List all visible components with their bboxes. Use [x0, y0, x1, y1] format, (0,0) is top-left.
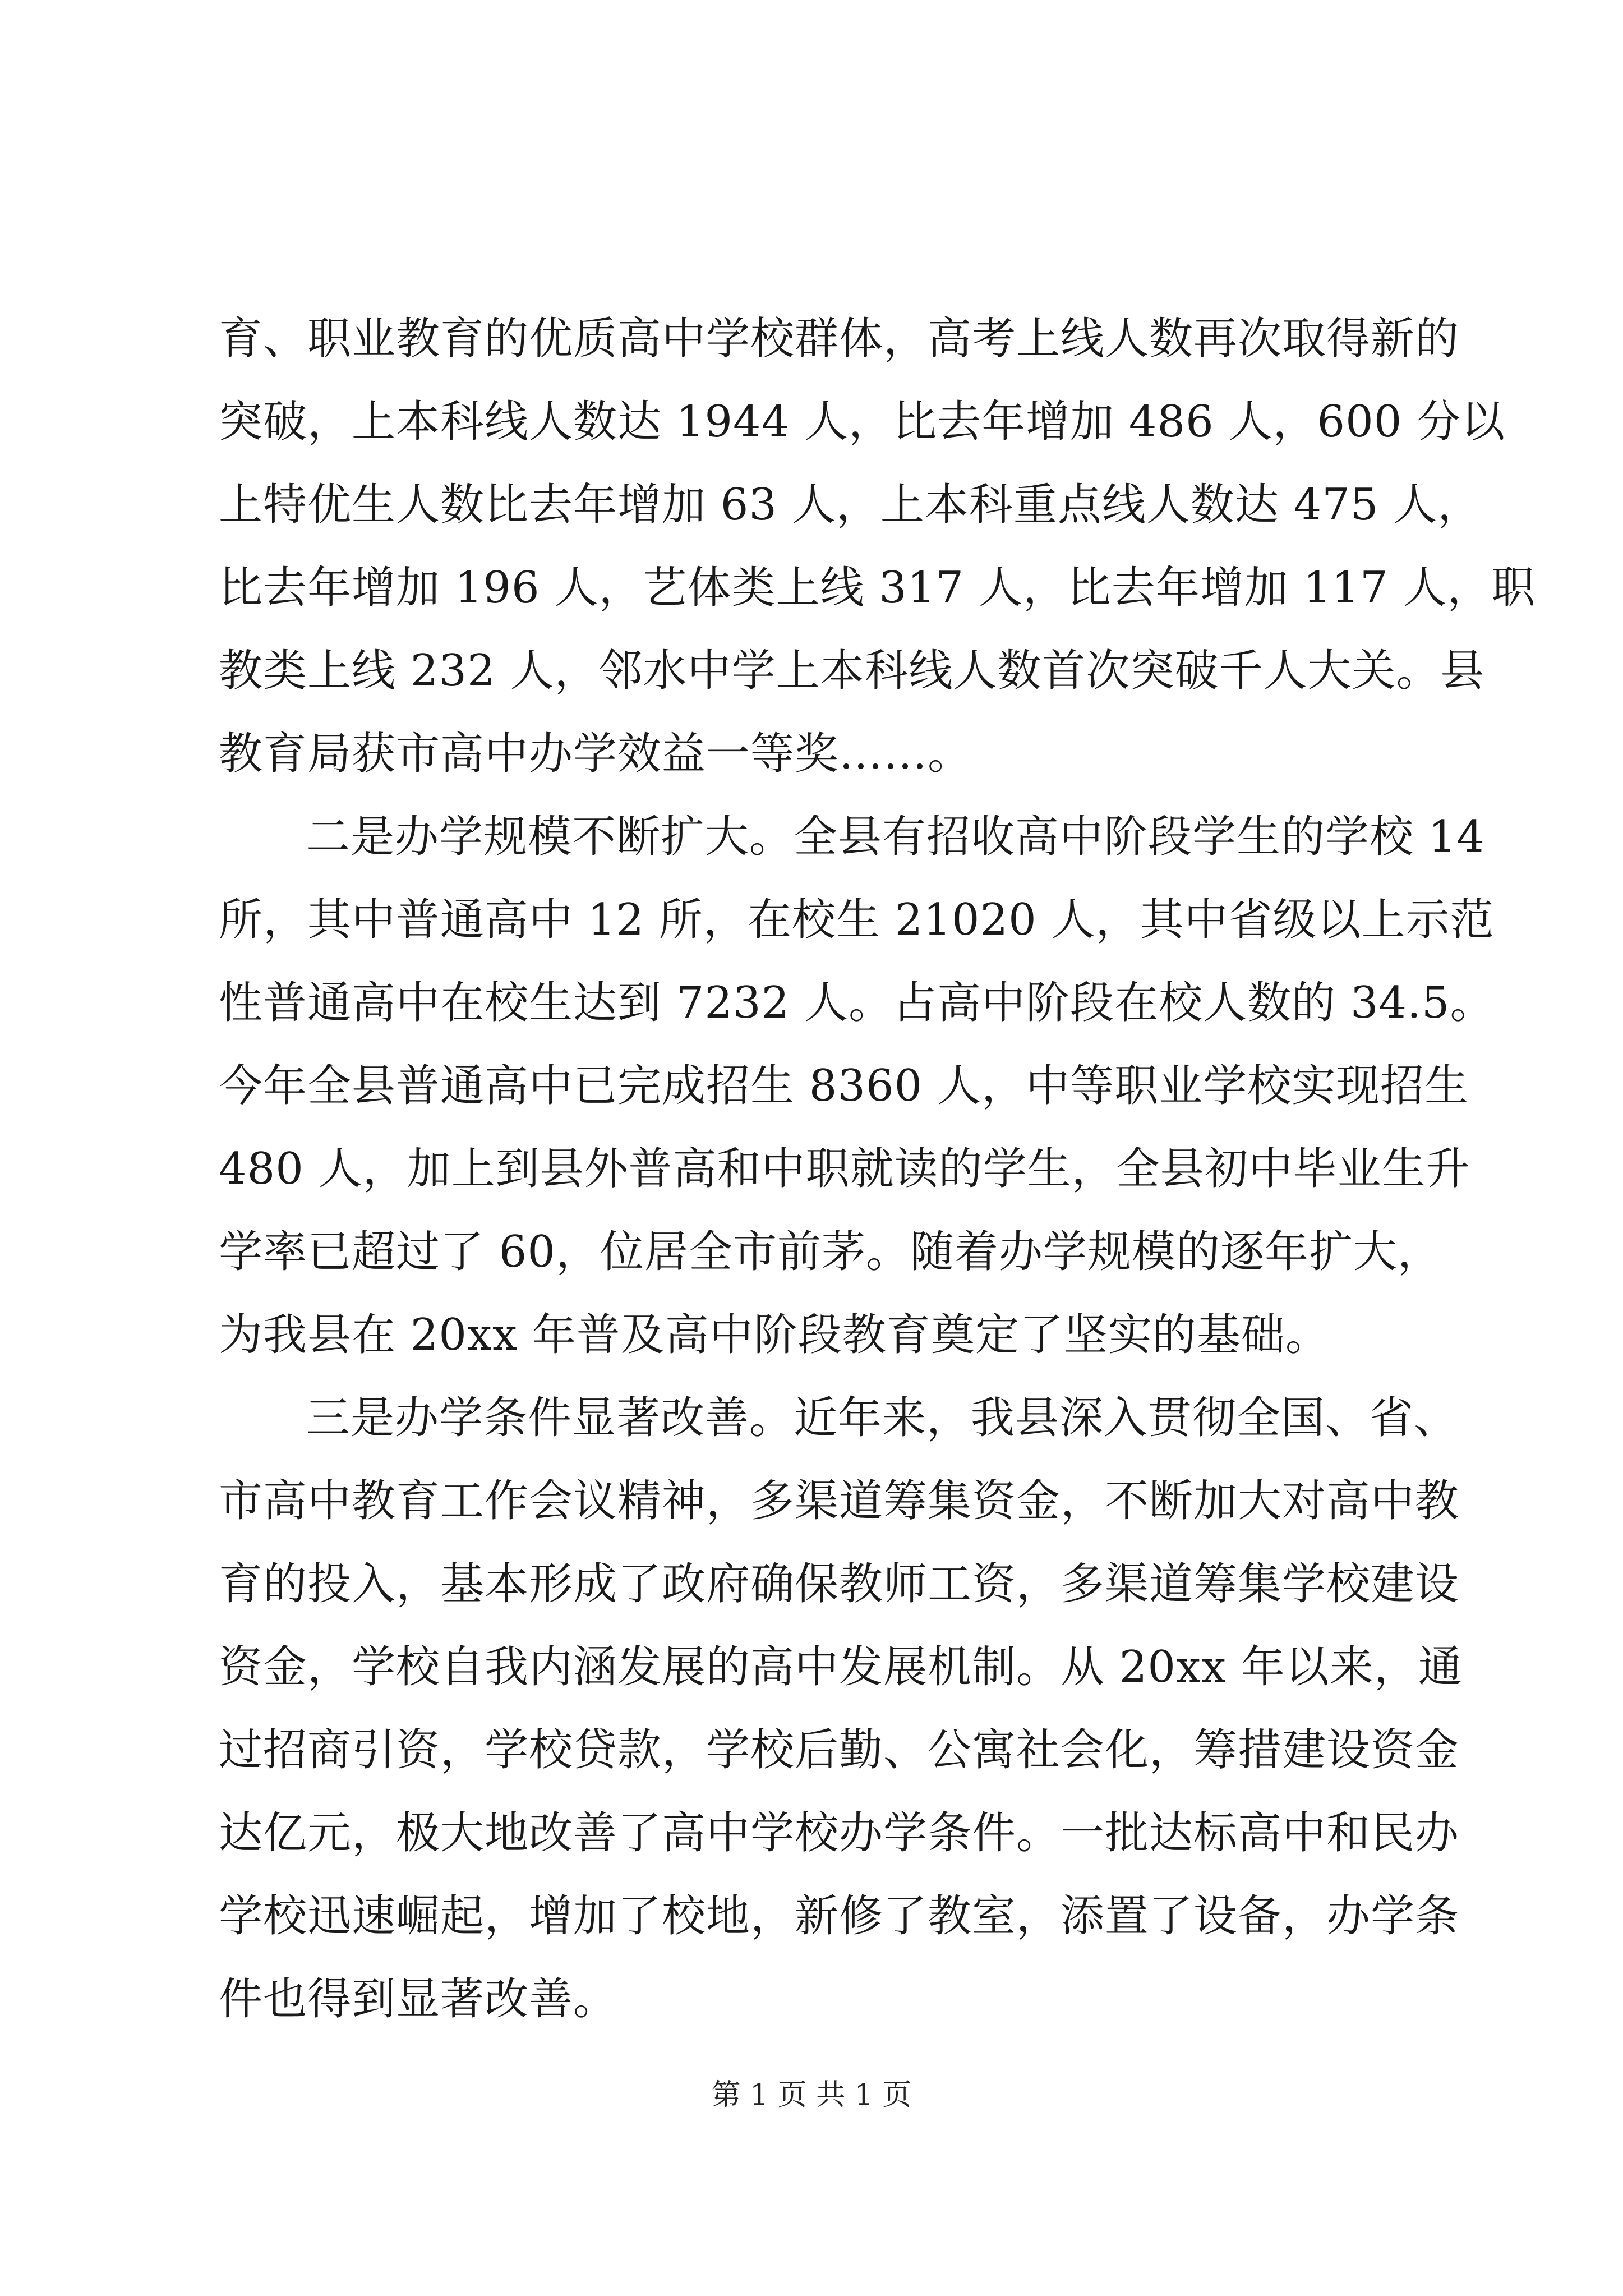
paragraph-2-first-line: 二是办学规模不断扩大。全县有招收高中阶段学生的学校 14 [306, 812, 1486, 862]
text-line: 育、职业教育的优质高中学校群体，高考上线人数再次取得新的 [219, 314, 1460, 364]
text-line: 上特优生人数比去年增加 63 人，上本科重点线人数达 475 人， [219, 480, 1482, 530]
text-line: 性普通高中在校生达到 7232 人。占高中阶段在校人数的 34.5。 [219, 978, 1495, 1028]
text-line: 今年全县普通高中已完成招生 8360 人，中等职业学校实现招生 [219, 1061, 1469, 1111]
text-line: 教类上线 232 人，邻水中学上本科线人数首次突破千人大关。县 [219, 646, 1485, 696]
text-line: 学率已超过了 60，位居全市前茅。随着办学规模的逐年扩大， [219, 1227, 1442, 1277]
text-line: 资金，学校自我内涵发展的高中发展机制。从 20xx 年以来，通 [219, 1642, 1463, 1692]
page-footer: 第 1 页 共 1 页 [711, 2078, 912, 2112]
body-text [219, 297, 1536, 2041]
text-line: 市高中教育工作会议精神，多渠道筹集资金，不断加大对高中教 [219, 1476, 1460, 1526]
text-line: 达亿元，极大地改善了高中学校办学条件。一批达标高中和民办 [219, 1808, 1460, 1858]
text-line: 为我县在 20xx 年普及高中阶段教育奠定了坚实的基础。 [219, 1310, 1330, 1360]
text-line: 480 人，加上到县外普高和中职就读的学生，全县初中毕业生升 [219, 1144, 1470, 1194]
text-line: 件也得到显著改善。 [219, 1974, 618, 2024]
paragraph-3-first-line: 三是办学条件显著改善。近年来，我县深入贯彻全国、省、 [306, 1393, 1459, 1443]
text-line: 比去年增加 196 人，艺体类上线 317 人，比去年增加 117 人，职 [219, 563, 1536, 613]
text-line: 学校迅速崛起，增加了校地，新修了教室，添置了设备，办学条 [219, 1891, 1460, 1941]
text-line: 过招商引资，学校贷款，学校后勤、公寓社会化，筹措建设资金 [219, 1725, 1460, 1775]
text-line: 突破，上本科线人数达 1944 人，比去年增加 486 人，600 分以 [219, 397, 1506, 447]
text-line: 所，其中普通高中 12 所，在校生 21020 人，其中省级以上示范 [219, 895, 1495, 945]
text-line: 教育局获市高中办学效益一等奖……。 [219, 729, 972, 779]
text-line: 育的投入，基本形成了政府确保教师工资，多渠道筹集学校建设 [219, 1559, 1460, 1609]
